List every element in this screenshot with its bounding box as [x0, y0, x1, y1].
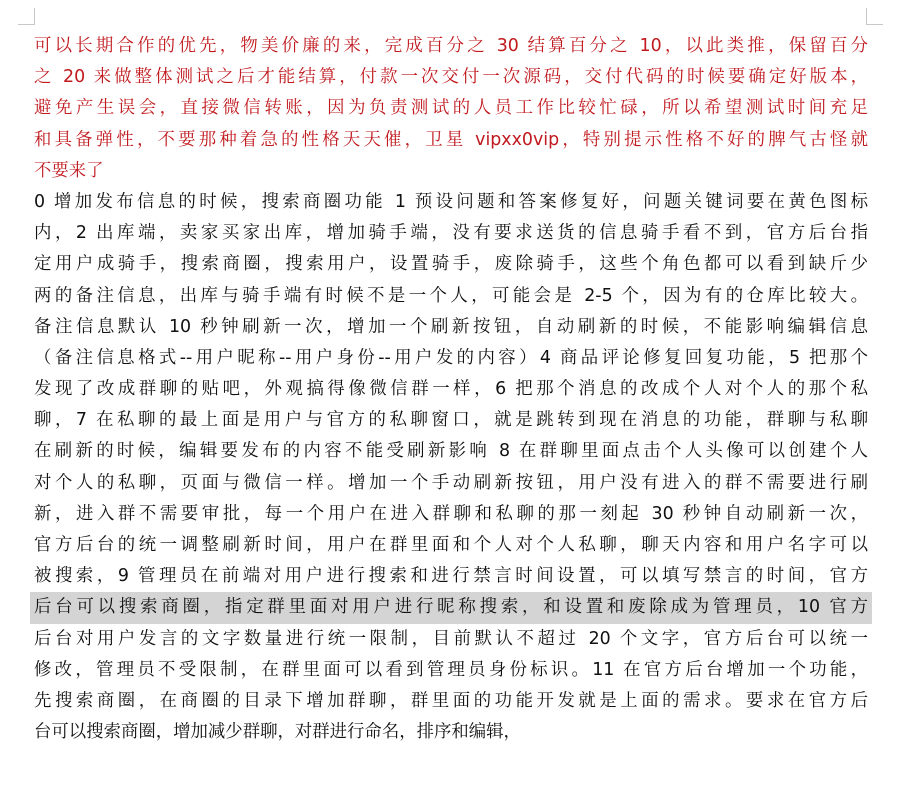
text-line: 不要来了 — [34, 160, 104, 181]
text-line: 在刷新的时候，编辑要发布的内容不能受刷新影响 8 在群聊里面点击个人头像可以创建个人 — [34, 441, 868, 462]
text-line: 台可以搜索商圈，增加减少群聊，对群进行命名，排序和编辑， — [34, 722, 521, 743]
text-line: 对个人的私聊，页面与微信一样。增加一个手动刷新按钮，用户没有进入的群不需要进行刷 — [34, 472, 868, 493]
text-line: 新，进入群不需要审批，每一个用户在进入群聊和私聊的那一刻起 30 秒钟自动刷新一次， — [34, 503, 868, 524]
text-line: 和具备弹性，不要那种着急的性格天天催，卫星 vipxx0vip，特别提示性格不好的脾气古怪就 — [34, 129, 868, 150]
text-line: （备注信息格式--用户昵称--用户身份--用户发的内容）4 商品评论修复回复功能，5 把那个 — [34, 347, 868, 368]
highlighted-text-line: 后台可以搜索商圈，指定群里面对用户进行昵称搜索，和设置和废除成为管理员，10 官方 — [30, 592, 872, 623]
text-line: 可以长期合作的优先，物美价廉的来，完成百分之 30 结算百分之 10，以此类推，保留百分 — [34, 36, 868, 56]
text-line: 聊，7 在私聊的最上面是用户与官方的私聊窗口，就是跳转到现在消息的功能，群聊与私聊 — [34, 410, 868, 431]
text-line: 0 增加发布信息的时候，搜索商圈功能 1 预设问题和答案修复好，问题关键词要在黄色图标 — [34, 191, 868, 212]
text-line: 修改，管理员不受限制，在群里面可以看到管理员身份标识。11 在官方后台增加一个功能， — [34, 659, 868, 680]
text-line: 定用户成骑手，搜索商圈，搜索用户，设置骑手，废除骑手，这些个角色都可以看到缺斤少 — [34, 254, 868, 275]
text-line: 先搜索商圈，在商圈的目录下增加群聊，群里面的功能开发就是上面的需求。要求在官方后 — [34, 690, 868, 711]
text-line: 后台对用户发言的文字数量进行统一限制，目前默认不超过 20 个文字，官方后台可以统一 — [34, 628, 868, 649]
text-line: 被搜索，9 管理员在前端对用户进行搜索和进行禁言时间设置，可以填写禁言的时间，官方 — [34, 566, 868, 587]
text-line: 内，2 出库端，卖家买家出库，增加骑手端，没有要求送货的信息骑手看不到，官方后台指 — [34, 223, 868, 244]
requirements-paragraph — [34, 187, 868, 748]
text-line: 两的备注信息，出库与骑手端有时候不是一个人，可能会是 2-5 个，因为有的仓库比较大。 — [34, 285, 868, 306]
red-paragraph — [34, 31, 868, 187]
text-line: 官方后台的统一调整刷新时间，用户在群里面和个人对个人私聊，聊天内容和用户名字可以 — [34, 535, 868, 555]
text-line: 避免产生误会，直接微信转账，因为负责测试的人员工作比较忙碌，所以希望测试时间充足 — [34, 98, 868, 119]
document-body[interactable] — [34, 31, 868, 748]
right-margin-corner-mark — [866, 8, 883, 25]
text-line: 之 20 来做整体测试之后才能结算，付款一次交付一次源码，交付代码的时候要确定好版本， — [34, 67, 868, 88]
left-margin-corner-mark — [18, 8, 35, 25]
text-line: 发现了改成群聊的贴吧，外观搞得像微信群一样，6 把那个消息的改成个人对个人的那个私 — [34, 379, 868, 400]
text-line: 备注信息默认 10 秒钟刷新一次，增加一个刷新按钮，自动刷新的时候，不能影响编辑信息 — [34, 316, 868, 337]
